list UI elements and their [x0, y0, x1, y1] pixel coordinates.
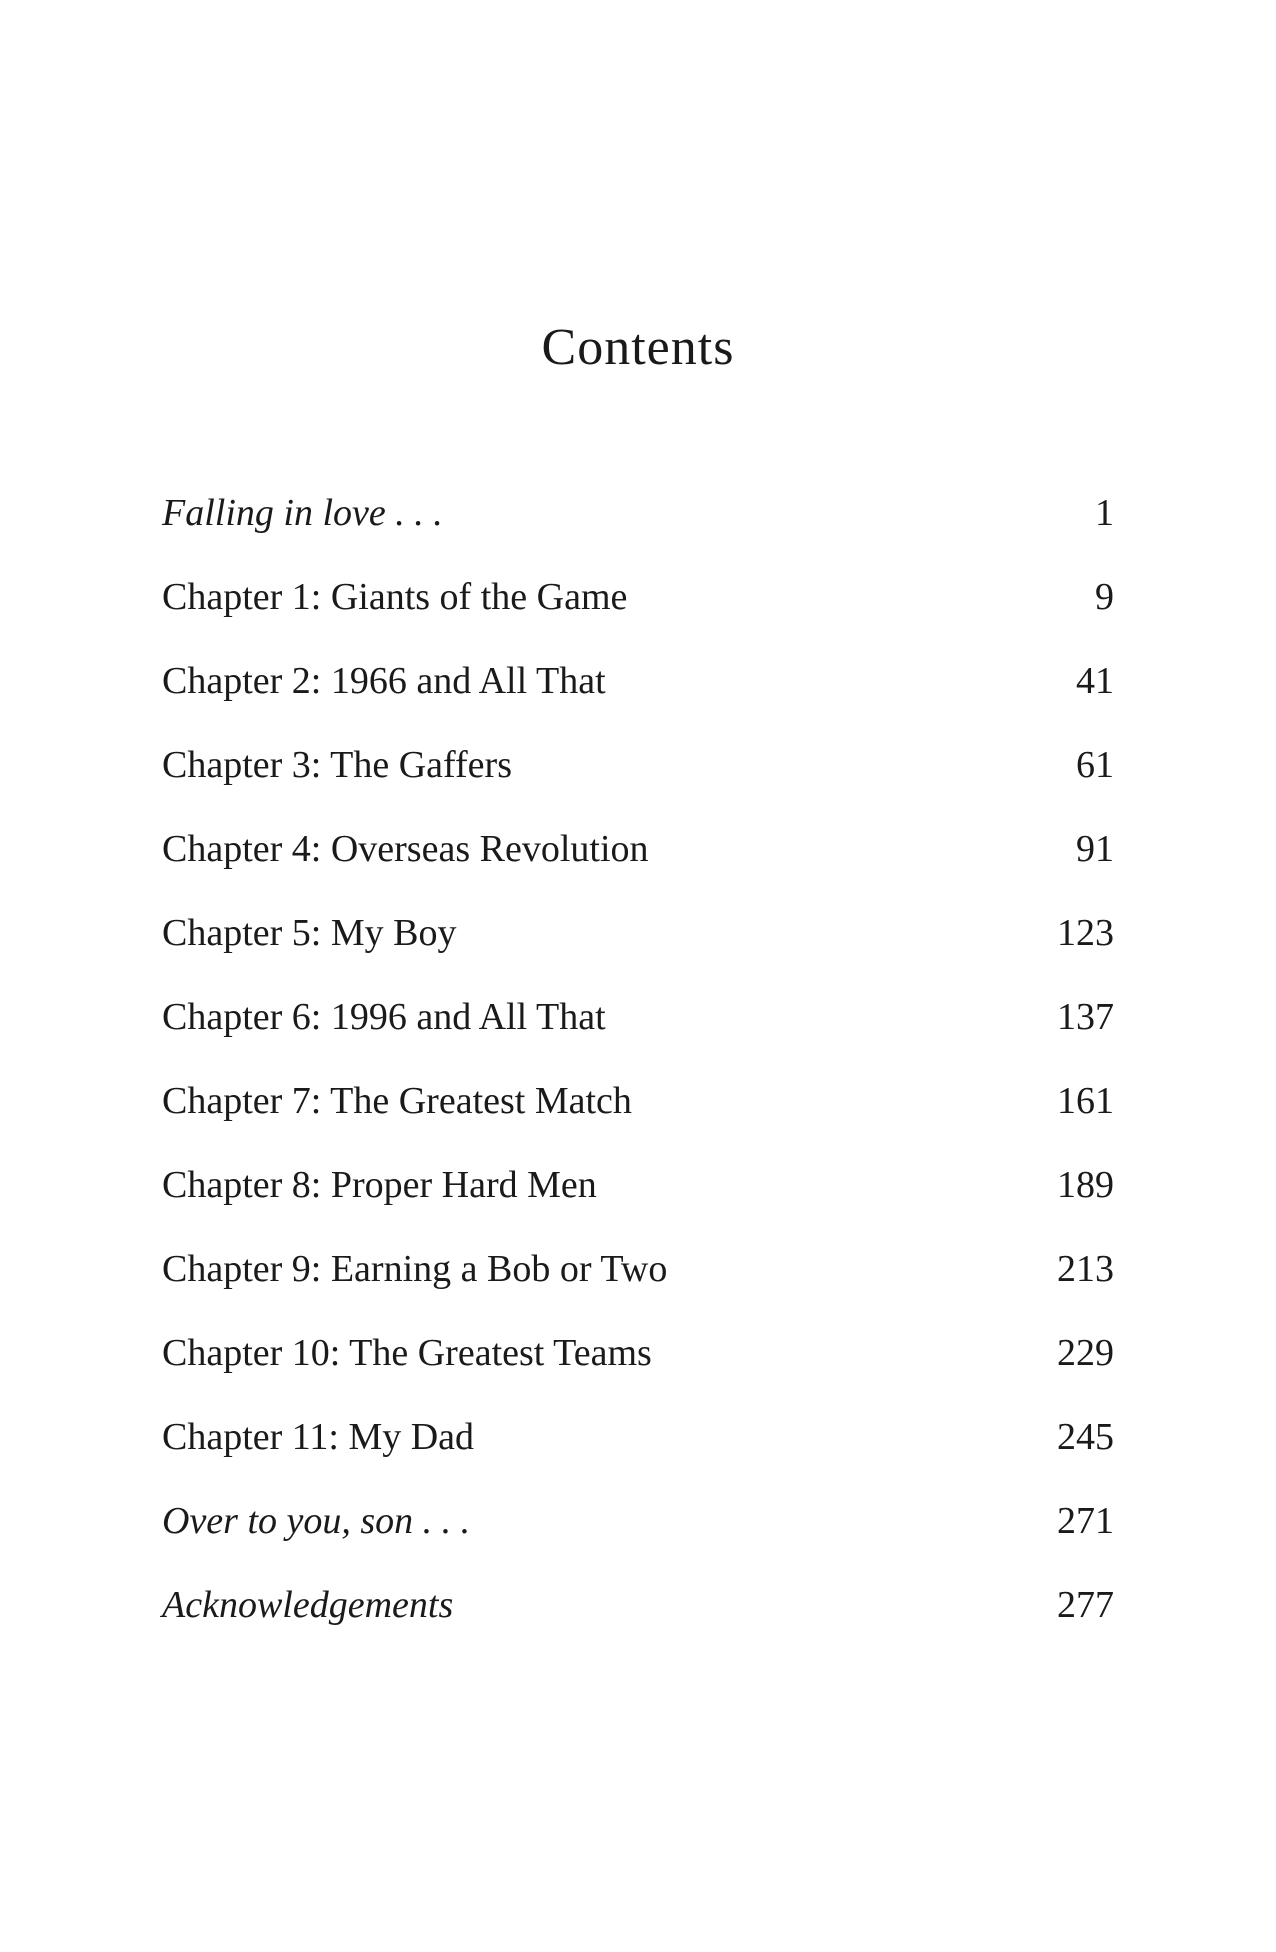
toc-entry-page-number: 189 — [1057, 1164, 1114, 1206]
toc-entry-label: Acknowledgements — [162, 1584, 454, 1626]
toc-entry-page-number: 245 — [1057, 1416, 1114, 1458]
page-title: Contents — [541, 319, 735, 376]
toc-entry — [162, 740, 1114, 824]
toc-entry — [162, 572, 1114, 656]
toc-entry — [162, 1160, 1114, 1244]
toc-entry — [162, 1328, 1114, 1412]
toc-entry-label: Chapter 9: Earning a Bob or Two — [162, 1248, 668, 1290]
toc-entry — [162, 1496, 1114, 1580]
toc-entry-label: Chapter 1: Giants of the Game — [162, 576, 628, 618]
toc-entry — [162, 1580, 1114, 1664]
toc-entry-label: Falling in love . . . — [162, 492, 443, 534]
toc-entry-page-number: 9 — [1095, 576, 1114, 618]
toc-entry-label: Chapter 8: Proper Hard Men — [162, 1164, 597, 1206]
toc-entry-page-number: 271 — [1057, 1500, 1114, 1542]
toc-entry-page-number: 1 — [1095, 492, 1114, 534]
toc-entry-label: Chapter 7: The Greatest Match — [162, 1080, 632, 1122]
toc-entry-page-number: 123 — [1057, 912, 1114, 954]
toc-entry-page-number: 161 — [1057, 1080, 1114, 1122]
toc-entry-page-number: 41 — [1076, 660, 1114, 702]
toc-entry — [162, 656, 1114, 740]
toc-entry-page-number: 91 — [1076, 828, 1114, 870]
toc-entry-label: Chapter 11: My Dad — [162, 1416, 475, 1458]
toc-entry-page-number: 137 — [1057, 996, 1114, 1038]
toc-entry-label: Over to you, son . . . — [162, 1500, 471, 1542]
toc-entry-page-number: 277 — [1057, 1584, 1114, 1626]
toc-entry-label: Chapter 3: The Gaffers — [162, 744, 512, 786]
toc-entry — [162, 908, 1114, 992]
toc-entry — [162, 1412, 1114, 1496]
table-of-contents — [162, 488, 1114, 1664]
toc-entry — [162, 992, 1114, 1076]
toc-entry — [162, 824, 1114, 908]
toc-entry-page-number: 229 — [1057, 1332, 1114, 1374]
toc-entry — [162, 488, 1114, 572]
toc-entry — [162, 1244, 1114, 1328]
toc-entry-label: Chapter 10: The Greatest Teams — [162, 1332, 652, 1374]
toc-entry-page-number: 213 — [1057, 1248, 1114, 1290]
toc-entry-label: Chapter 2: 1966 and All That — [162, 660, 606, 702]
toc-entry-label: Chapter 5: My Boy — [162, 912, 457, 954]
toc-entry-label: Chapter 4: Overseas Revolution — [162, 828, 649, 870]
toc-entry-label: Chapter 6: 1996 and All That — [162, 996, 606, 1038]
toc-entry — [162, 1076, 1114, 1160]
toc-entry-page-number: 61 — [1076, 744, 1114, 786]
